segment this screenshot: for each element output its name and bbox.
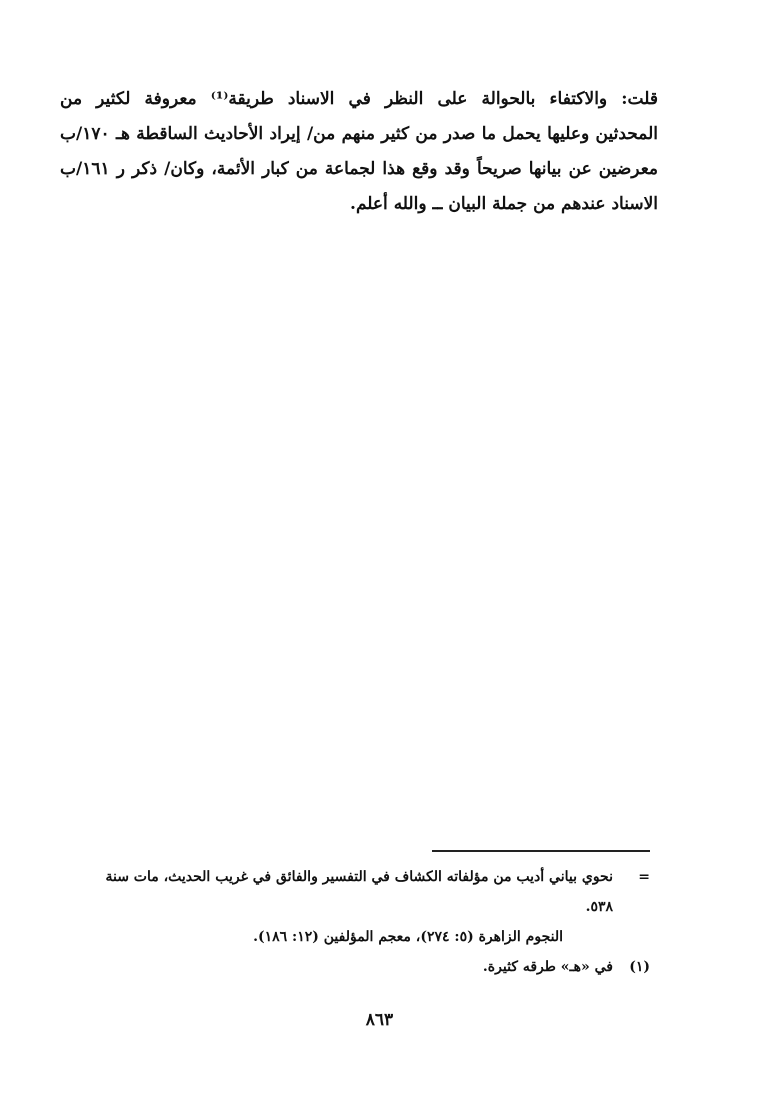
text-line-4: الاسناد عندهم من جملة البيان ــ والله أعلم. — [350, 194, 658, 214]
text-line-3: معرضين عن بيانها صريحاً وقد وقع هذا لجماعة من كبار الأئمة، وكان/ ذكر ر ١٦١/ب — [60, 159, 658, 179]
page-number: ٨٦٣ — [365, 1010, 394, 1030]
footnote-1 — [60, 952, 658, 982]
footnotes-section — [60, 862, 658, 982]
text-line-2: المحدثين وعليها يحمل ما صدر من كثير منهم من/ إيراد الأحاديث الساقطة هـ ١٧٠/ب — [60, 124, 658, 144]
footnote-continuation — [60, 862, 658, 952]
text-line-1: قلت: والاكتفاء بالحوالة على النظر في الاسناد طريقة⁽¹⁾ معروفة لكثير من — [60, 89, 658, 109]
main-text-block — [60, 82, 658, 222]
footnote-1-text: في «هـ» طرقه كثيرة. — [482, 959, 613, 975]
footnote-divider — [432, 850, 650, 852]
continuation-marker: = — [638, 869, 650, 885]
footnote-1-marker: (١) — [629, 959, 650, 975]
continuation-text-1: نحوي بياني أديب من مؤلفاته الكشاف في التفسير والفائق في غريب الحديث، مات سنة — [105, 869, 613, 885]
continuation-text-2: ٥٣٨. — [585, 899, 613, 915]
continuation-text-3: النجوم الزاهرة (٥: ٢٧٤)، معجم المؤلفين (١٢: ١٨٦). — [253, 929, 563, 945]
